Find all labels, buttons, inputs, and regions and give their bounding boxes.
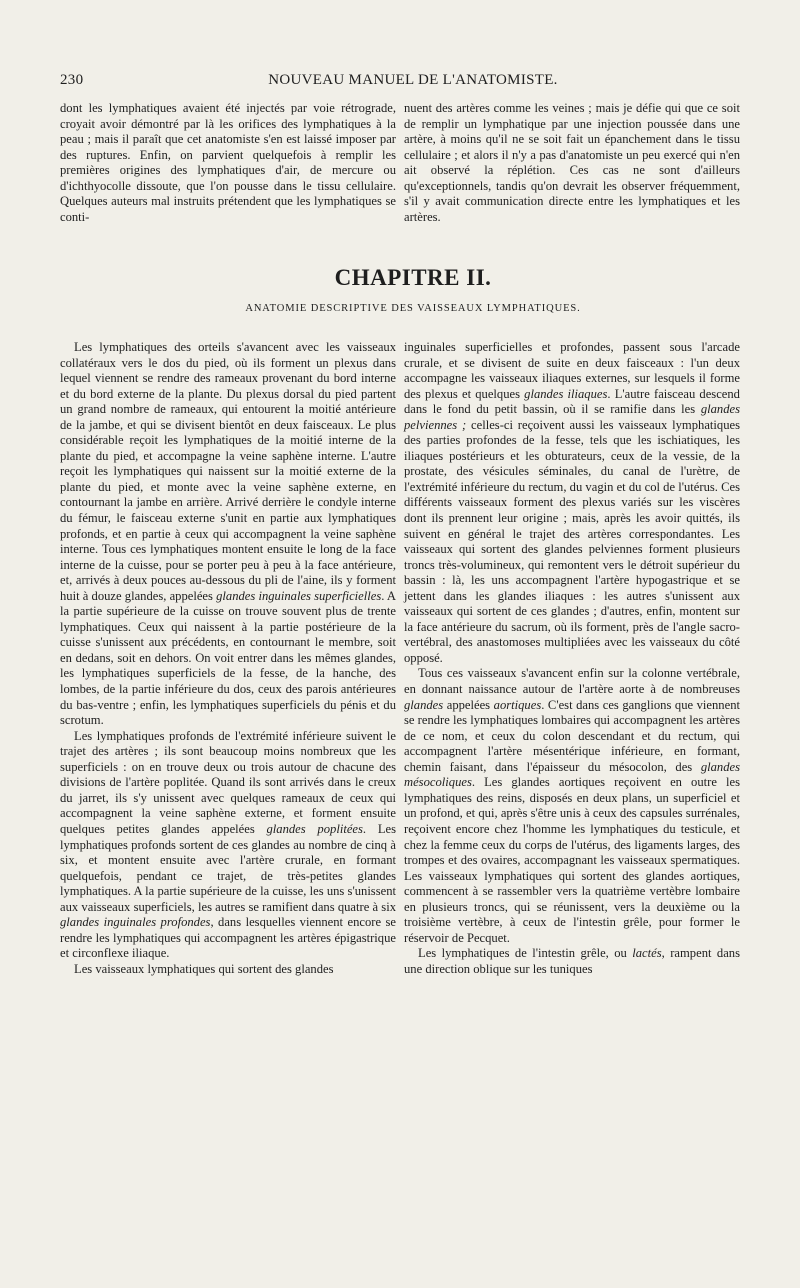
- italic-term: glandes pelviennes ;: [404, 402, 740, 432]
- paragraph: Les lymphatiques des orteils s'avancent avec les vaisseaux collatéraux vers le dos du pied, où ils forment un plexus dans lequel viennent se rendre des rameaux provenant du bord interne et du bord externe de la plante. Du plexus dorsal du pied partent un grand nombre de rameaux, qui entourent la moitié antérieure de la jambe, et qui se divisent bientôt en deux faisceaux. Le plus considérable reçoit les lymphatiques de la moitié interne de la plante du pied, et accompagne la veine saphène interne. L'autre reçoit les lymphatiques qui naissent sur la moitié externe de la plante du pied, et monte avec la veine saphène externe, en contournant la jambe en arrière. Arrivé derrière le condyle interne du fémur, le faisceau externe s'unit en partie aux lymphatiques profonds, et en partie à ceux qui accompagnent la veine saphène interne. Tous ces lymphatiques montent ensuite le long de la face interne de la cuisse, pour se porter peu à peu à la face antérieure, et, arrivés à deux pouces au-dessous du pli de l'aine, ils y forment huit à douze glandes, appelées glandes inguinales superficielles. A la partie supérieure de la cuisse on trouve souvent plus de trente lymphatiques. Ceux qui naissent à la partie postérieure de la cuisse s'unissent aux précédents, en contournant le membre, soit en dedans, soit en dehors. On voit entrer dans les mêmes glandes, les lymphatiques superficiels de la fesse, de la hanche, des lombes, de la partie inférieure du dos, ceux des parois antérieures du bas-ventre ; enfin, les lymphatiques superficiels du pénis et du scrotum.: [60, 340, 396, 728]
- chapter-subtitle: ANATOMIE DESCRIPTIVE DES VAISSEAUX LYMPHATIQUES.: [245, 303, 581, 314]
- italic-term: glandes iliaques: [524, 386, 608, 401]
- top-right-column: [404, 101, 740, 225]
- page-number: 230: [60, 72, 84, 88]
- italic-term: glandes: [404, 697, 444, 712]
- italic-term: glandes inguinales superficielles: [216, 588, 382, 603]
- italic-term: lactés: [632, 946, 662, 961]
- italic-term: glandes mésocoliques: [404, 759, 740, 790]
- italic-term: glandes poplitées: [266, 821, 363, 836]
- top-left-column: [60, 101, 396, 225]
- paragraph: Les vaisseaux lymphatiques qui sortent des glandes: [74, 961, 334, 976]
- chapter-title: CHAPITRE II.: [334, 265, 492, 290]
- paragraph: nuent des artères comme les veines ; mais je défie qui que ce soit de remplir un lymphatique par une injection poussée dans une artère, à moins qu'il ne se soit fait un épanchement dans le tissu cellulaire ; et alors il n'y a pas d'anatomiste un peu exercé qui n'en ait observé la réplétion. Ces cas ne sont d'ailleurs qu'exceptionnels, tandis qu'on devrait les observer fréquemment, s'il y avait communication directe entre les lymphatiques et les artères.: [404, 101, 740, 224]
- right-column: [404, 340, 740, 977]
- left-column: [60, 340, 396, 977]
- italic-term: aortiques: [493, 697, 542, 712]
- paragraph: dont les lymphatiques avaient été injectés par voie rétrograde, croyait avoir démontré par là les orifices des lymphatiques à la peau ; mais il paraît que cet anatomiste s'en est laissé imposer par des ruptures. Enfin, on parvient quelquefois à remplir les premières origines des lymphatiques d'air, de mercure ou d'ichthyocolle dissoute, que l'on pousse dans le tissu cellulaire. Quelques auteurs mal instruits prétendent que les lymphatiques se conti-: [60, 101, 396, 224]
- paragraph: Tous ces vaisseaux s'avancent enfin sur la colonne vertébrale, en donnant naissance autour de l'artère aorte à de nombreuses glandes appelées aortiques. C'est dans ces ganglions que viennent se rendre les lymphatiques lombaires qui accompagnent les artères de ce nom, et ceux du colon descendant et du rectum, qui accompagnent l'artère mésentérique inférieure, en formant, chemin faisant, dans l'épaisseur du mésocolon, des glandes mésocoliques. Les glandes aortiques reçoivent en outre les lymphatiques des reins, disposés en deux plans, un superficiel et un profond, et qui, après s'être unis à ceux des capsules surrénales, reçoivent encore chez l'homme les lymphatiques du testicule, et chez la femme ceux du corps de l'utérus, des ligaments larges, des trompes et des ovaires, accompagnant les vaisseaux spermatiques. Les vaisseaux lymphatiques qui sortent des glandes aortiques, commencent à se rassembler vers la quatrième vertèbre lombaire en plusieurs troncs, qui se réunissent, vers la deuxième ou la troisième vertèbre, à ceux de l'intestin grêle, pour former le réservoir de Pecquet.: [404, 666, 740, 945]
- paragraph: inguinales superficielles et profondes, passent sous l'arcade crurale, et se divisent de suite en deux faisceaux : l'un deux accompagne les vaisseaux iliaques externes, sur lesquels il forme des plexus et quelques glandes iliaques. L'autre faisceau descend dans le fond du petit bassin, où il se ramifie dans les glandes pelviennes ; celles-ci reçoivent aussi les vaisseaux lymphatiques des parties profondes de la fesse, tels que les ischiatiques, les iliaques postérieurs et les obturateurs, ceux de la vessie, de la prostate, des vésicules séminales, du canal de l'urètre, de l'extrémité inférieure du rectum, du vagin et du col de l'utérus. Ces différents vaisseaux forment des plexus variés sur les viscères dont ils prennent leur origine ; mais, après les avoir quittés, ils suivent en général le trajet des artères correspondantes. Les vaisseaux qui sortent des glandes pelviennes forment plusieurs troncs très-volumineux, qui remontent vers le détroit supérieur du bassin : là, les uns accompagnent l'artère hypogastrique et se jettent dans les glandes iliaques : les autres s'unissent aux vaisseaux qui sortent de ces glandes ; d'autres, enfin, montent sur la face antérieure du sacrum, où ils forment, près de l'angle sacro-vertébral, des anastomoses multipliées avec les vaisseaux du côté opposé.: [404, 340, 740, 665]
- italic-term: glandes inguinales profondes: [60, 915, 211, 930]
- paragraph: Les lymphatiques de l'intestin grêle, ou lactés, rampent dans une direction oblique sur les tuniques: [404, 946, 741, 976]
- running-header: [60, 72, 766, 92]
- running-title: NOUVEAU MANUEL DE L'ANATOMISTE.: [268, 72, 558, 88]
- paragraph: Les lymphatiques profonds de l'extrémité inférieure suivent le trajet des artères ; ils sont beaucoup moins nombreux que les superficiels : on en trouve deux ou trois autour de chacune des divisions de l'artère poplitée. Quand ils sont arrivés dans le creux du jarret, ils s'y unissent avec quelques rameaux de ceux qui accompagnent la veine saphène externe, et forment ensuite quelques petites glandes appelées glandes poplitées. Les lymphatiques profonds sortent de ces glandes au nombre de cinq à six, et montent ensuite avec l'artère crurale, en formant quelquefois, pendant ce trajet, de très-petites glandes lymphatiques. A la partie supérieure de la cuisse, les uns s'unissent aux vaisseaux superficiels, les autres se ramifient dans quatre à six glandes inguinales profondes, dans lesquelles viennent encore se rendre les lymphatiques qui accompagnent les artères épigastrique et circonflexe iliaque.: [60, 728, 396, 961]
